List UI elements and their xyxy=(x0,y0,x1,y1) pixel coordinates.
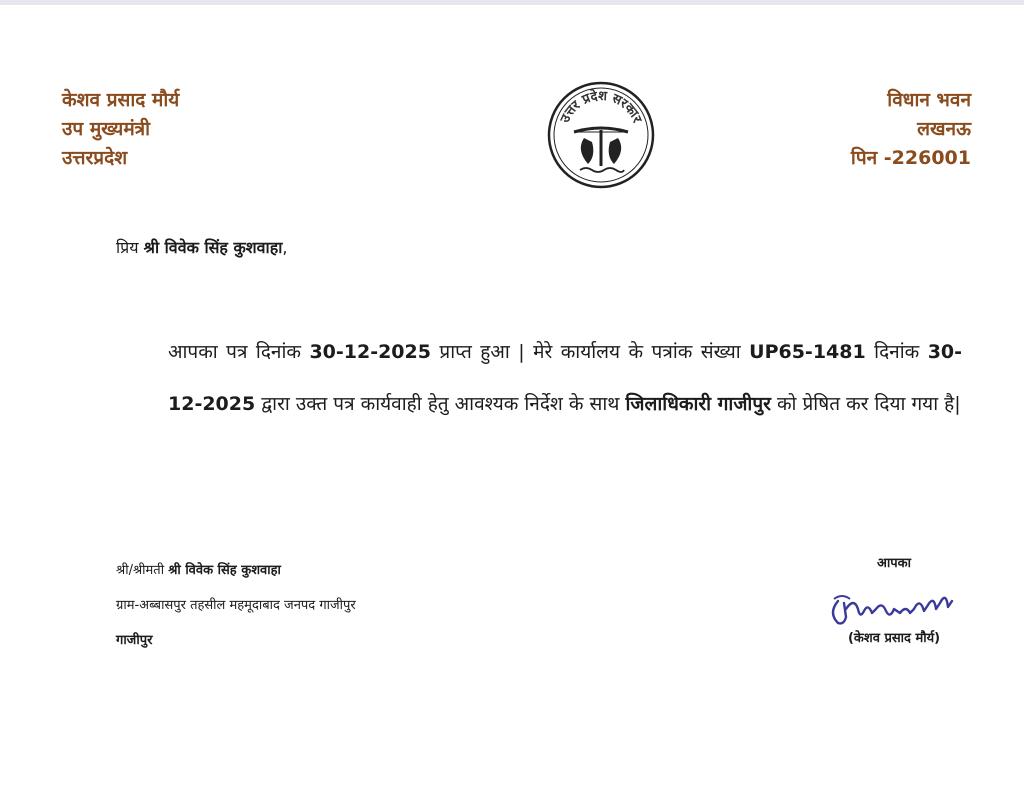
address-line-2: लखनऊ xyxy=(917,118,971,140)
handwritten-signature-icon xyxy=(824,579,964,629)
recipient-district: गाजीपुर xyxy=(116,633,153,648)
letter-date: 30-12-2025 xyxy=(309,341,431,363)
sender-state: उत्तरप्रदेश xyxy=(62,147,128,169)
body-text-5: को प्रेषित कर दिया गया है| xyxy=(770,393,961,415)
body-text-3: दिनांक xyxy=(865,341,928,363)
reference-number: UP65-1481 xyxy=(749,341,866,363)
salutation-prefix: प्रिय xyxy=(116,238,144,257)
salutation-suffix: , xyxy=(282,238,288,257)
emblem-text: उत्तर प्रदेश सरकार xyxy=(557,88,645,126)
address-line-1: विधान भवन xyxy=(887,89,971,111)
reference-date: 30-12-2025 xyxy=(168,341,963,415)
body-text-2: प्राप्त हुआ | मेरे कार्यालय के पत्रांक संख्या xyxy=(430,341,750,363)
letter-body xyxy=(168,326,962,430)
signer-name: (केशव प्रसाद मौर्य) xyxy=(847,631,941,646)
up-government-seal-icon xyxy=(546,80,656,190)
recipient-name-line xyxy=(116,553,356,588)
body-text-4: द्वारा उक्त पत्र कार्यवाही हेतु आवश्यक निर्देश के साथ xyxy=(255,393,626,415)
letterhead-address xyxy=(851,86,971,173)
recipient-title-prefix: श्री/श्रीमती xyxy=(116,563,169,578)
top-border xyxy=(0,0,1024,5)
forwarded-authority: जिलाधिकारी गाजीपुर xyxy=(625,393,771,415)
recipient-district-line xyxy=(116,623,356,658)
salutation-name: श्री विवेक सिंह कुशवाहा xyxy=(143,238,283,257)
signoff-block xyxy=(820,553,968,649)
salutation xyxy=(116,236,287,258)
letterhead-sender xyxy=(62,86,179,173)
sender-designation: उप मुख्यमंत्री xyxy=(62,118,151,140)
body-text-1: आपका पत्र दिनांक xyxy=(168,341,310,363)
recipient-address: ग्राम-अब्बासपुर तहसील महमूदाबाद जनपद गाजीपुर xyxy=(116,598,356,613)
sender-name: केशव प्रसाद मौर्य xyxy=(62,89,180,111)
closing-text: आपका xyxy=(876,556,912,571)
recipient-name: श्री विवेक सिंह कुशवाहा xyxy=(168,563,281,578)
recipient-block xyxy=(116,553,356,658)
pin-code: पिन -226001 xyxy=(850,147,971,169)
